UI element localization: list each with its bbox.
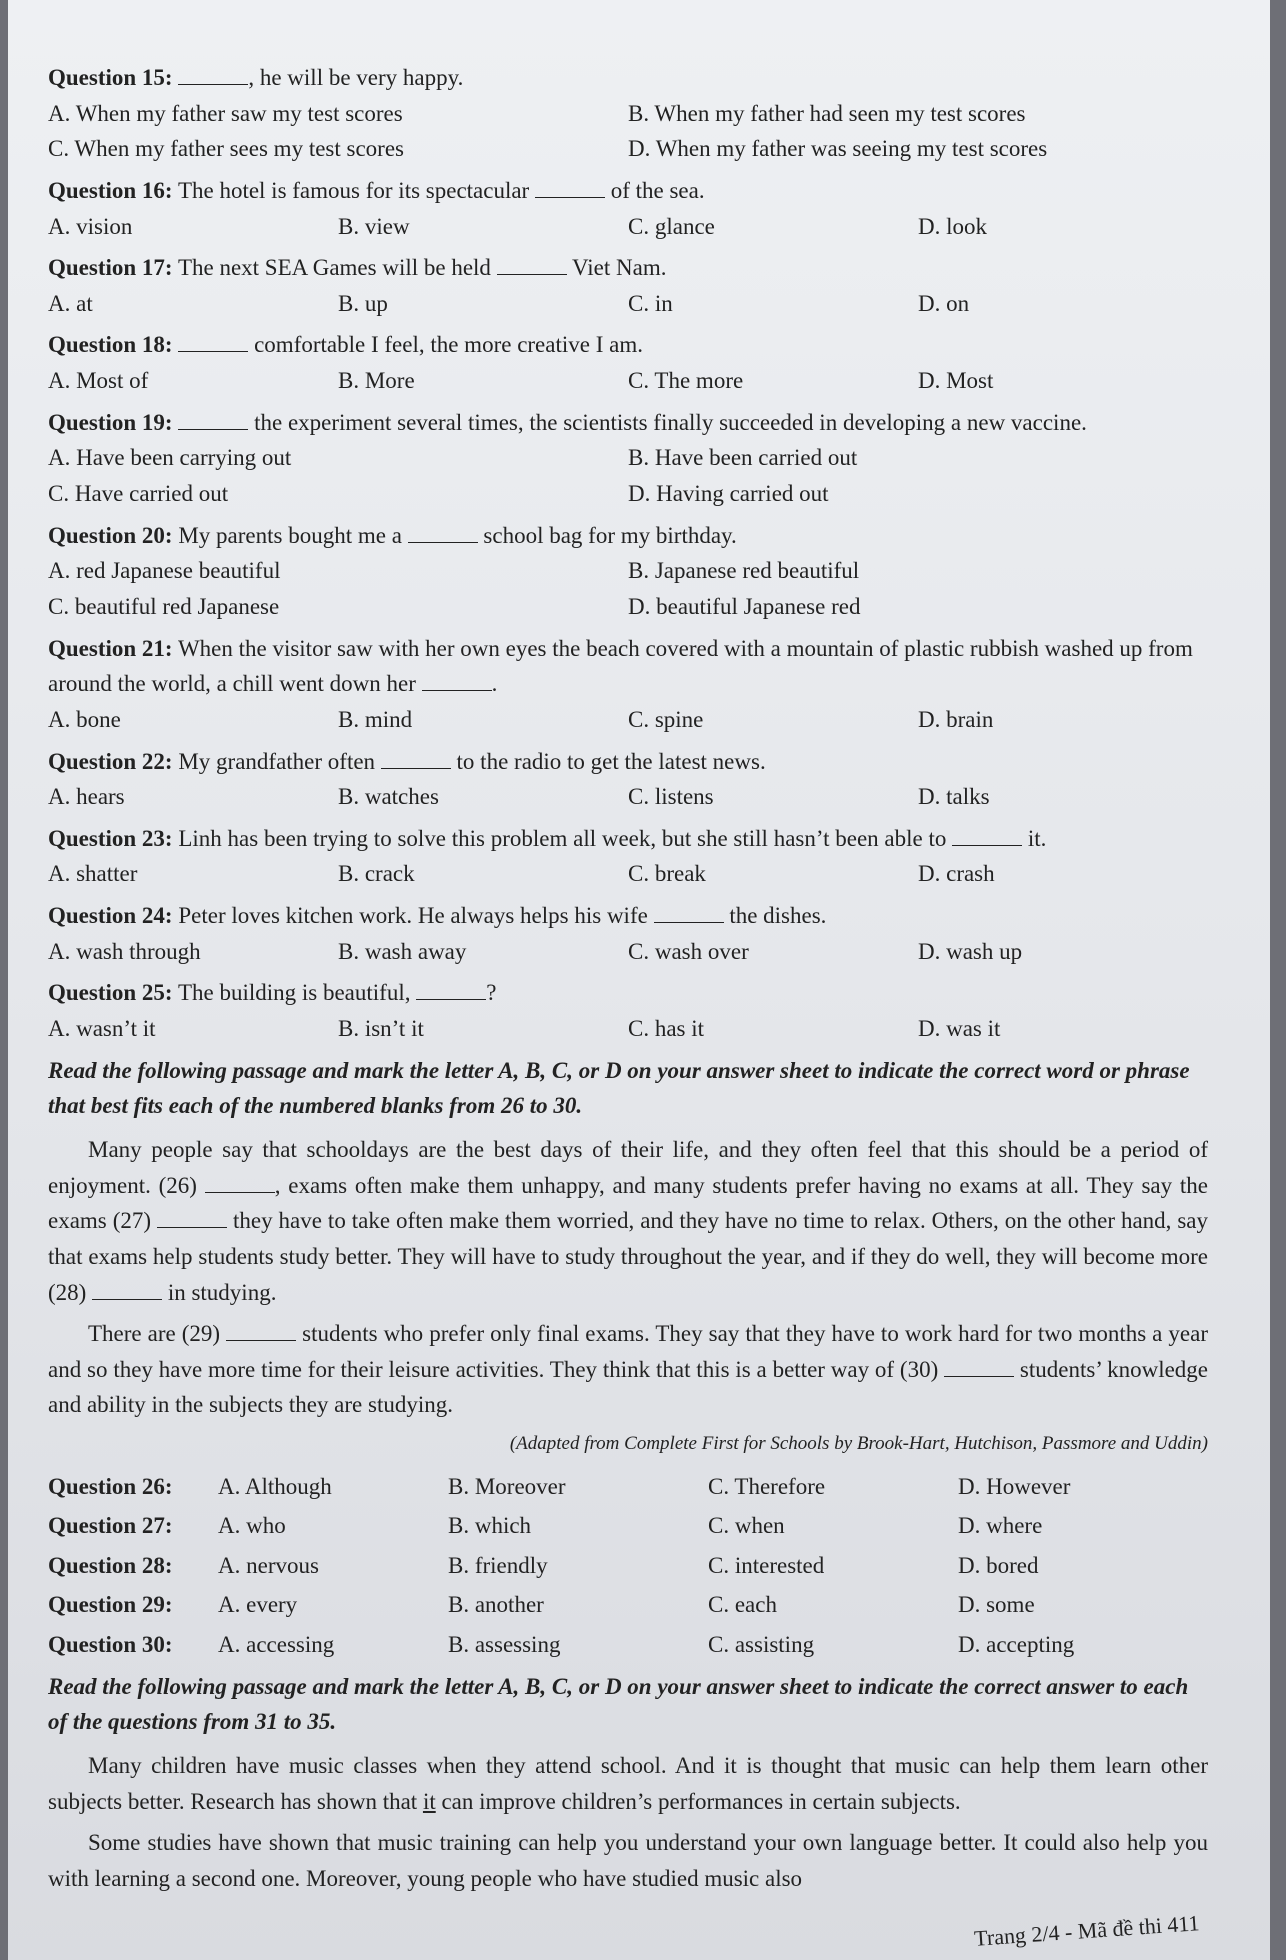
question-17 — [48, 250, 1208, 321]
options — [48, 286, 1208, 322]
option-b: B. More — [338, 368, 415, 394]
answer-blank — [944, 1359, 1014, 1377]
question-20 — [48, 518, 1208, 625]
answer-blank — [205, 1175, 275, 1193]
question-text: The next SEA Games will be held — [177, 255, 491, 281]
answer-row: Question 26: A. Although B. Moreover C. Therefore D. However — [48, 1473, 1071, 1499]
question-label: Question 23: — [48, 825, 173, 851]
option-d: D. talks — [918, 784, 990, 810]
option-a: A. red Japanese beautiful — [48, 558, 281, 584]
answer-blank — [178, 334, 248, 352]
option-c: C. glance — [628, 213, 715, 239]
answer-blank — [952, 828, 1022, 846]
option-b: B. Have been carried out — [628, 445, 858, 471]
option-d: D. brain — [918, 706, 994, 732]
option-c: C. spine — [628, 706, 704, 732]
question-text: comfortable I feel, the more creative I am. — [254, 332, 643, 358]
options — [48, 702, 1208, 738]
question-text: My parents bought me a — [178, 522, 402, 548]
question-18 — [48, 327, 1208, 398]
option-b: B. mind — [338, 706, 413, 732]
instruction-reading: Read the following passage and mark the letter A, B, C, or D on your answer sheet to indicate the correct answer to each of the questions from 31 to 35. — [48, 1673, 1189, 1735]
question-text-end: it. — [1027, 825, 1047, 851]
answer-row: Question 28: A. nervous B. friendly C. interested D. bored — [48, 1552, 1039, 1578]
option-a: A. When my father saw my test scores — [48, 100, 403, 126]
passage-paragraph: There are (29) students who prefer only final exams. They say that they have to work hard for two months a year and so they have more time for their leisure activities. They think that this is a better way of (30) students’ knowledge and ability in the subjects they are studying. — [48, 1321, 1209, 1418]
option-c: C. Have carried out — [48, 481, 229, 507]
options — [48, 440, 1208, 511]
question-19 — [48, 405, 1208, 512]
option-a: A. hears — [48, 784, 125, 810]
option-c: C. When my father sees my test scores — [48, 136, 404, 162]
question-23 — [48, 821, 1208, 892]
cloze-answers — [48, 1469, 1208, 1663]
option-a: A. bone — [48, 706, 121, 732]
answer-blank — [178, 412, 248, 430]
page-footer: Trang 2/4 - Mã đề thi 411 — [973, 1910, 1201, 1951]
passage-paragraph: Many children have music classes when they attend school. And it is thought that music can help them learn other subjects better. Research has shown that it can improve children’s performances in certain subjects. — [48, 1752, 1208, 1814]
question-text: The building is beautiful, — [177, 980, 411, 1006]
option-c: C. listens — [628, 784, 714, 810]
question-label: Question 20: — [48, 522, 173, 548]
exam-content — [48, 60, 1208, 1903]
question-label: Question 18: — [48, 332, 173, 358]
option-a: A. shatter — [48, 861, 138, 887]
options — [48, 1011, 1208, 1047]
option-a: A. wasn’t it — [48, 1016, 156, 1042]
question-label: Question 15: — [48, 65, 173, 90]
options — [48, 209, 1208, 245]
question-text: Peter loves kitchen work. He always helps his wife — [178, 903, 648, 929]
answer-row: Question 27: A. who B. which C. when D. where — [48, 1513, 1043, 1539]
options — [48, 363, 1208, 399]
answer-blank — [178, 67, 248, 85]
option-a: A. at — [48, 290, 93, 316]
question-21 — [48, 631, 1208, 738]
question-label: Question 25: — [48, 980, 173, 1006]
option-d: D. Most — [918, 368, 994, 394]
option-c: C. break — [628, 861, 706, 887]
question-15 — [48, 60, 1208, 167]
option-d: D. crash — [918, 861, 995, 887]
options — [48, 779, 1208, 815]
option-d: D. on — [918, 290, 970, 316]
answer-blank — [535, 180, 605, 198]
option-d: D. was it — [918, 1016, 1001, 1042]
answer-blank — [422, 673, 492, 691]
underlined-word: it — [422, 1788, 436, 1814]
option-a: A. wash through — [48, 938, 201, 964]
option-d: D. When my father was seeing my test scores — [628, 136, 1048, 162]
option-d: D. Having carried out — [628, 481, 829, 507]
option-c: C. has it — [628, 1016, 705, 1042]
option-b: B. watches — [338, 784, 439, 810]
option-b: B. wash away — [338, 938, 467, 964]
question-label: Question 17: — [48, 255, 173, 281]
option-c: C. in — [628, 290, 673, 316]
option-b: B. up — [338, 290, 388, 316]
answer-blank — [497, 257, 567, 275]
answer-blank — [416, 982, 486, 1000]
options — [48, 553, 1208, 624]
options — [48, 856, 1208, 892]
instruction-cloze: Read the following passage and mark the letter A, B, C, or D on your answer sheet to indicate the correct word or phrase that best fits each of the numbered blanks from 26 to 30. — [48, 1057, 1190, 1119]
answer-blank — [654, 905, 724, 923]
passage-paragraph: Many people say that schooldays are the best days of their life, and they often feel that this should be a period of enjoyment. (26) , exams often make them unhappy, and many students prefer having no exams at all. They say the exams (27) they have to take often make them worried, and they have no time to relax. Others, on the other hand, say that exams help students study better. They will have to study throughout the year, and if they do well, they will become more (28) in studying. — [48, 1136, 1209, 1305]
question-16 — [48, 173, 1208, 244]
option-b: B. When my father had seen my test scores — [628, 100, 1026, 126]
question-text-end: to the radio to get the latest news. — [456, 748, 766, 774]
option-d: D. look — [918, 213, 987, 239]
option-d: D. wash up — [918, 938, 1023, 964]
option-b: B. crack — [338, 861, 415, 887]
source-citation: (Adapted from Complete First for Schools by Brook-Hart, Hutchison, Passmore and Uddin) — [509, 1433, 1208, 1455]
answer-blank — [226, 1323, 296, 1341]
question-text: My grandfather often — [178, 748, 376, 774]
question-label: Question 21: — [48, 635, 173, 661]
option-c: C. beautiful red Japanese — [48, 593, 280, 619]
question-text: When the visitor saw with her own eyes the beach covered with a mountain of plastic rubbish washed up from around the world, a chill went down her — [48, 635, 1193, 697]
answer-blank — [92, 1282, 162, 1300]
question-label: Question 19: — [48, 409, 173, 435]
question-text-end: school bag for my birthday. — [483, 522, 737, 548]
options — [48, 934, 1208, 970]
option-a: A. Most of — [48, 368, 149, 394]
answer-blank — [157, 1210, 227, 1228]
answer-row: Question 29: A. every B. another C. each D. some — [48, 1592, 1035, 1618]
answer-blank — [381, 751, 451, 769]
option-a: A. Have been carrying out — [48, 445, 292, 471]
question-25 — [48, 975, 1208, 1046]
option-c: C. wash over — [628, 938, 749, 964]
option-a: A. vision — [48, 213, 133, 239]
question-22 — [48, 744, 1208, 815]
question-text-end: of the sea. — [610, 177, 705, 203]
question-text: The hotel is famous for its spectacular — [177, 177, 530, 203]
option-b: B. isn’t it — [338, 1016, 424, 1042]
question-text-end: . — [491, 671, 498, 697]
question-label: Question 24: — [48, 903, 173, 929]
option-b: B. view — [338, 213, 410, 239]
question-text: the experiment several times, the scientists finally succeeded in developing a new vaccine. — [254, 409, 1087, 435]
question-text-end: Viet Nam. — [572, 255, 667, 281]
question-text: Linh has been trying to solve this problem all week, but she still hasn’t been able to — [178, 825, 947, 851]
question-text: , he will be very happy. — [248, 65, 464, 90]
option-c: C. The more — [628, 368, 744, 394]
question-text-end: ? — [486, 980, 497, 1006]
answer-row: Question 30: A. accessing B. assessing C. assisting D. accepting — [48, 1632, 1075, 1658]
exam-page — [8, 0, 1270, 1960]
passage-paragraph: Some studies have shown that music training can help you understand your own language better. It could also help you with learning a second one. Moreover, young people who have studied music also — [48, 1830, 1208, 1891]
question-label: Question 16: — [48, 177, 173, 203]
question-text-end: the dishes. — [729, 903, 827, 929]
options — [48, 96, 1208, 167]
option-d: D. beautiful Japanese red — [628, 593, 861, 619]
question-24 — [48, 898, 1208, 969]
answer-blank — [408, 525, 478, 543]
question-label: Question 22: — [48, 748, 173, 774]
option-b: B. Japanese red beautiful — [628, 558, 860, 584]
